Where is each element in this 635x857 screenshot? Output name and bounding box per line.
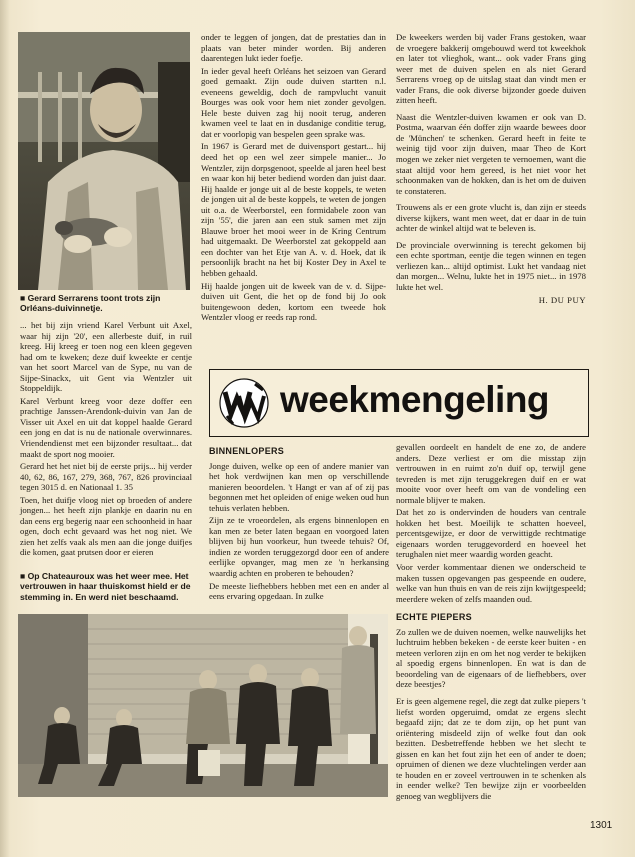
- banner-title: weekmengeling: [280, 379, 550, 420]
- right-paragraph: Trouwens als er een grote vlucht is, dan zijn er steeds diverse kijkers, want men weet, dat er daar in de tuin achter de winkel altijd wat te beleven is.: [396, 202, 586, 234]
- page-number: 1301: [590, 820, 613, 831]
- top-photo-caption: ■ Gerard Serrarens toont trots zijn Orléans-duivinnetje.: [20, 293, 161, 314]
- right-paragraph: De kweekers werden bij vader Frans gestoken, waar de vroegere bakkerij omgebouwd werd tot kweekhok en later tot vlieghok, want... ook vader Frans ging weer met de duiven spelen en als niet Gerard Serrarens vroeg op de uitslag staat dan vindt men er vader Frans, die ook diverse bijzonder goede duiven zitten heeft.: [396, 32, 586, 106]
- echte-paragraph: Zo zullen we de duiven noemen, welke nauwelijks het luchtruim hebben bekeken - de eerste keer buiten - en meteen verloren zijn en om het nog verder te bekijken al spoedig ergens binnenlopen. En wat is dan de beoordeling van de eigenaars of de liefhebbers, over deze beestjes?: [396, 626, 586, 690]
- left-paragraph: ... het bij zijn vriend Karel Verbunt uit Axel, waar hij zijn '20', een allerbeste duif, in ruil kreeg. Hij kreeg er toen nog een kleen gegeven had om te kweken; deze duif kweekte er centje van het soort Marcel van de Sype, nu van de Sijpe-Sinackx, uit Gent via Wentzler uit Stoppeldijk.: [20, 320, 192, 394]
- left-paragraph: Gerard het het niet bij de eerste prijs... hij verder 40, 62, 86, 167, 279, 368, 767, 826 provinciaal tegen 3015 d. en Nationaal 1. 35: [20, 461, 192, 493]
- section-banner: [209, 369, 589, 437]
- weekmengeling-logo: [219, 378, 269, 428]
- portrait-photo: [18, 32, 190, 290]
- middle-paragraph: onder te leggen of jongen, dat de prestaties dan in plaats van beter minder worden. Bij anderen daarentegen lukt ieder foefje.: [201, 32, 386, 64]
- middle-paragraph: Hij haalde jongen uit de kweek van de v. d. Sijpe-duiven uit Gent, die het op de fond bij Jo ook buitengewoon deden, kortom een tweede hok Wentzler vloog er reeds rap rond.: [201, 280, 386, 323]
- right-bottom-paragraph: gevallen oordeelt en handelt de ene zo, de andere anders. Deze verliest er om die misstap zijn vertrouwen in en ruimt zo'n duif op, terwijl gene tevreden is met zijn teruggekregen duif en er wat mooite voor over heeft om van de vondeling een normale blijver te maken.: [396, 442, 586, 505]
- echte-paragraph: Er is geen algemene regel, die zegt dat zulke piepers 't liefst worden opgeruimd, omdat ze ergens slecht begaafd zijn; dat ze te dom zijn, op het punt van oriëntering misdeeld zijn of welke fout dan ook bezitten. Desbetreffende hebben we het slecht te gissen en kan het fout zijn het een of ander te doen; opruimen of dienen we deze vluchtelingen verder aan te houden en er zoveel vertrouwen in te schenken als in eender welke? Ten bewijze zijn er voorbeelden genoeg van wegblijvers die: [396, 696, 586, 801]
- right-bottom-paragraph: Voor verder kommentaar dienen we onderscheid te maken tussen opgevangen pas gespeende en oudere, welke van hun thuis en van de reis zijn kwijtgespeeld; meerdere weken of zelfs maanden oud.: [396, 562, 586, 604]
- middle-paragraph: In ieder geval heeft Orléans het seizoen van Gerard goed gemaakt. Zijn oude duiven startten n.l. eveneens geweldig, doch de rampvlucht vanuit Bourges was ook voor hem niet zonder gevolgen. Hele beste duiven zag hij nooit terug, anderen kwamen veel te laat en in dusdanige conditie terug, dat er voorlopig van bespelen geen sprake was.: [201, 65, 386, 139]
- right-paragraph: Naast die Wentzler-duiven kwamen er ook van D. Postma, waarvan één doffer zijn waarde bewees door de 'München' te schenken. Gerard heeft in feite te weinig tijd voor zijn duiven, maar Theo de Kort mogen we zeker niet vergeten te vernoemen, want die staat altijd voor hem gereed, is het niet voor het schoonmaken van de hokken, dan is het om de duiven te constateren.: [396, 111, 586, 196]
- bullet-icon: ■: [20, 293, 28, 303]
- binnenlopers-heading: BINNENLOPERS: [209, 446, 285, 456]
- left-paragraph: Toen, het duifje vloog niet op broeden of andere jongen... het heeft zijn plankje en daarin nu en dan eens erg begerig naar een schoonheid in haar ogen, doch echt gevaard was het nog niet. We zien het zelfs vaak als men aan die jonge duifjes die komen, gaat prutsen door er eieren: [20, 494, 192, 558]
- echte-piepers-heading: ECHTE PIEPERS: [396, 612, 472, 623]
- right-paragraph: De provinciale overwinning is terecht gekomen bij een echte sportman, eentje die tegen winnen en tegen verliezen kan... altijd optimist. Lukt het vandaag niet dan morgen... Welnu, lukte het in 1975 niet... in 1978 lukte het wel.: [396, 239, 586, 293]
- binnenlopers-paragraph: Jonge duiven, welke op een of andere manier van het hok verdwijnen kan men op verschillende manieren beoordelen. 't Hangt er van af of zij pas begonnen met het opleiden of enige weken oud hun tehuis verlaten hebben.: [209, 460, 389, 513]
- group-photo: [18, 614, 388, 797]
- left-paragraph: Karel Verbunt kreeg voor deze doffer een prachtige Janssen-Arendonk-duivin van Jan de Visser uit Axel en uit dat koppel haalde Gerard een jong en dat is nu de nationale overwinnares. Vriendendienst met een bijzonder resultaat... dat maakt de sport nog mooier.: [20, 395, 192, 459]
- binnenlopers-column: [209, 442, 389, 604]
- binnenlopers-paragraph: Zijn ze te vroeordelen, als ergens binnenlopen en kan men ze beter laten begaan en voorgoed laten blijven bij hun voorkeur, hun tweede tehuis? Of, indien ze worden teruggezorgd door een of andere eerlijke opvanger, mag men ze 'n herkansing waardig achten en proberen te behouden?: [209, 515, 389, 579]
- author-signature: H. DU PUY: [538, 294, 586, 305]
- binnenlopers-paragraph: De meeste liefhebbers hebben met een en ander al eens ervaring opgedaan. In zulke: [209, 580, 389, 602]
- right-bottom-paragraph: Dat het zo is ondervinden de houders van centrale hokken het best. Moeilijk te schatten hoeveel, percentsgewijze, er door de verwittigde rechtmatige eigenaars worden teruggevorderd en hoeveel het terughalen niet meer waardig worden geacht.: [396, 507, 586, 560]
- middle-paragraph: In 1967 is Gerard met de duivensport gestart... hij deed het op een wel zeer simpele manier... Jo Wentzler, zijn dorpsgenoot, speelde al jaren heel best en waar kon hij beter bediend worden dan juist daar. Hij haalde er jonge uit al de beste koppels, te weten de jongen uit al de beste koppels, te weten de jongen uit o.a. de Weerborstel, een formidabele zoon van zijn '55', die jaren aan een stuk samen met zijn Blauwe broer het mooi weer in de Kring Centrum had uitgemaakt. De Weerborstel zat gekoppeld aan een dochter van het Etje van A. v. d. Hoek, dat ik persoonlijk bracht na het bij Koster Dey in Axel te hebben gehaald.: [201, 141, 386, 279]
- middle-column: [201, 32, 386, 325]
- right-bottom-column: [396, 442, 586, 804]
- bullet-icon: ■: [20, 571, 28, 581]
- left-column: [20, 320, 192, 560]
- left-photo-caption: ■ Op Chateauroux was het weer mee. Het vertrouwen in haar thuiskomst hield er de stemming in. En werd niet beschaamd.: [20, 571, 191, 602]
- right-column: [396, 32, 586, 305]
